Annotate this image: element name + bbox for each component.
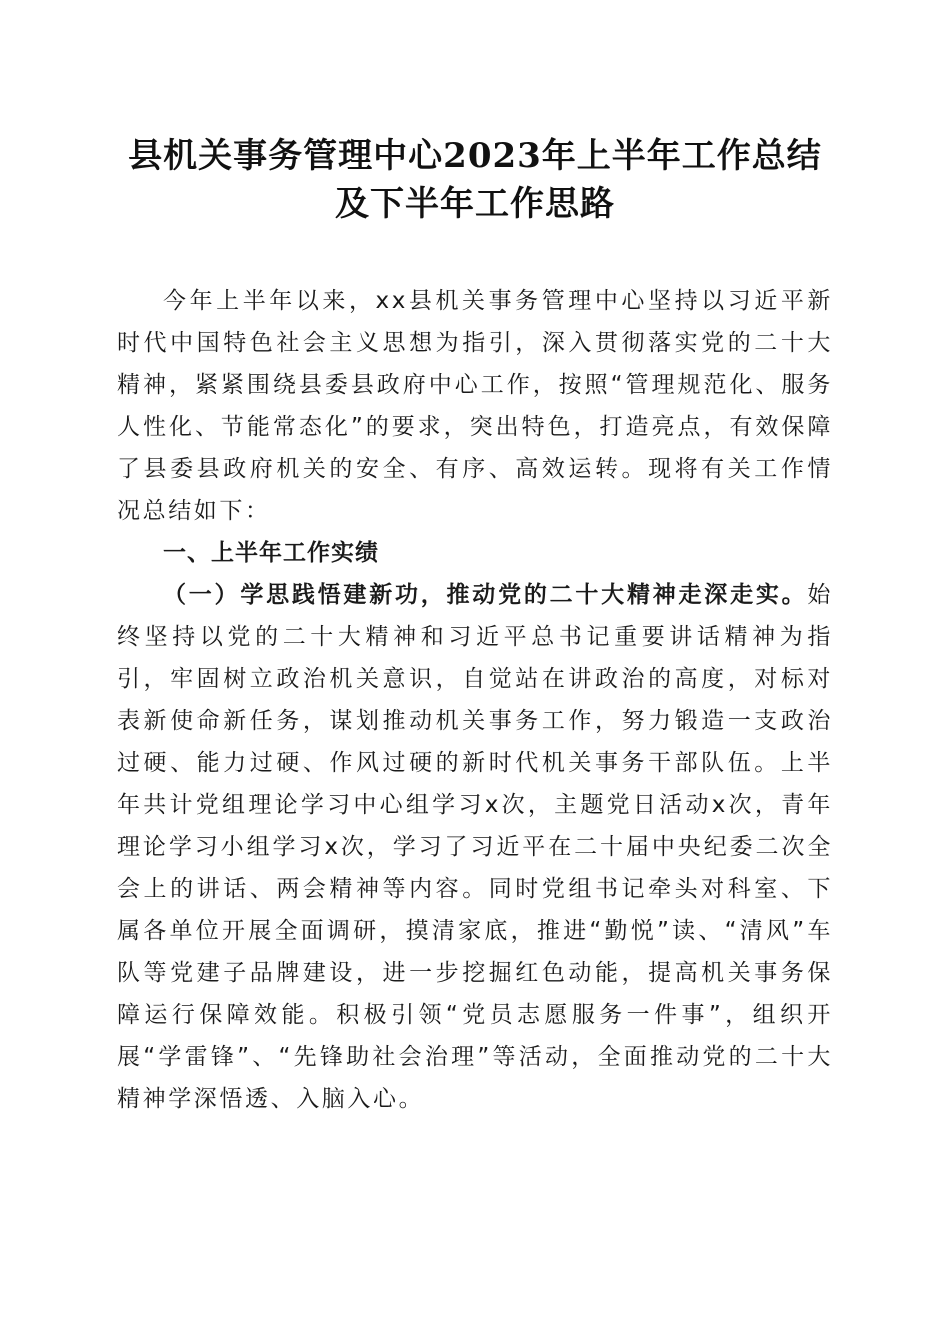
title-line-2: 及下半年工作思路 xyxy=(335,184,615,224)
title-line-1: 县机关事务管理中心2023年上半年工作总结 xyxy=(128,136,822,176)
intro-paragraph: 今年上半年以来，xx县机关事务管理中心坚持以习近平新时代中国特色社会主义思想为指引，深入贯彻落实党的二十大精神，紧紧围绕县委县政府中心工作，按照“管理规范化、服务人性化、节能常态化”的要求，突出特色，打造亮点，有效保障了县委县政府机关的安全、有序、高效运转。现将有关工作情况总结如下： xyxy=(117,288,833,524)
subsection-paragraph-1 xyxy=(117,574,833,1120)
section-heading-1: 一、上半年工作实绩 xyxy=(163,540,379,566)
subsection-body-1: 始终坚持以党的二十大精神和习近平总书记重要讲话精神为指引，牢固树立政治机关意识，自觉站在讲政治的高度，对标对表新使命新任务，谋划推动机关事务工作，努力锻造一支政治过硬、能力过硬、作风过硬的新时代机关事务干部队伍。上半年共计党组理论学习中心组学习x次，主题党日活动x次，青年理论学习小组学习x次，学习了习近平在二十届中央纪委二次全会上的讲话、两会精神等内容。同时党组书记牵头对科室、下属各单位开展全面调研，摸清家底，推进“勤悦”读、“清风”车队等党建子品牌建设，进一步挖掘红色动能，提高机关事务保障运行保障效能。积极引领“党员志愿服务一件事”，组织开展“学雷锋”、“先锋助社会治理”等活动，全面推动党的二十大精神学深悟透、入脑入心。 xyxy=(117,582,833,1112)
subsection-lead-1: （一）学思践悟建新功，推动党的二十大精神走深走实。 xyxy=(163,582,808,608)
document-body xyxy=(117,280,833,1120)
document-title xyxy=(0,132,950,228)
